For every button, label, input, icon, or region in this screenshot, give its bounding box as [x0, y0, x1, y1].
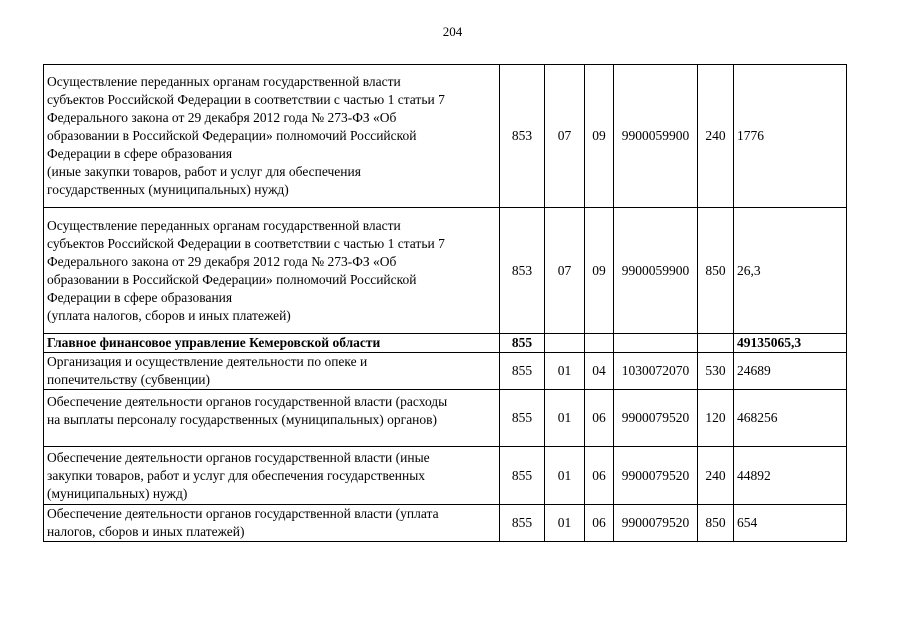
- target-article-code: 9900079520: [614, 447, 698, 505]
- row-description: Осуществление переданных органам государственной власти субъектов Российской Федерации в соответствии с частью 1 статьи 7 Федерального закона от 29 декабря 2012 года № 273-ФЗ «Об образовании в Российской Федерации» полномочий Российской Федерации в сфере образования (уплата налогов, сборов и иных платежей): [44, 208, 500, 334]
- ministry-code: 855: [500, 334, 545, 353]
- ministry-code: 855: [500, 390, 545, 447]
- ministry-code: 853: [500, 65, 545, 208]
- amount-value: 654: [734, 505, 847, 542]
- section-code: 07: [545, 65, 585, 208]
- subsection-code: 09: [585, 65, 614, 208]
- expense-type-code: [698, 334, 734, 353]
- amount-value: 44892: [734, 447, 847, 505]
- ministry-code: 853: [500, 208, 545, 334]
- table-row: [44, 447, 847, 505]
- amount-value: 26,3: [734, 208, 847, 334]
- ministry-code: 855: [500, 353, 545, 390]
- subsection-code: 06: [585, 505, 614, 542]
- row-description: Организация и осуществление деятельности по опеке и попечительству (субвенции): [44, 353, 500, 390]
- expense-type-code: 120: [698, 390, 734, 447]
- row-description: Обеспечение деятельности органов государственной власти (иные закупки товаров, работ и услуг для обеспечения государственных (муниципальных) нужд): [44, 447, 500, 505]
- ministry-code: 855: [500, 505, 545, 542]
- budget-table: [43, 64, 847, 542]
- target-article-code: 9900079520: [614, 505, 698, 542]
- subsection-code: 09: [585, 208, 614, 334]
- section-code: 01: [545, 353, 585, 390]
- ministry-code: 855: [500, 447, 545, 505]
- row-description: Осуществление переданных органам государственной власти субъектов Российской Федерации в соответствии с частью 1 статьи 7 Федерального закона от 29 декабря 2012 года № 273-ФЗ «Об образовании в Российской Федерации» полномочий Российской Федерации в сфере образования (иные закупки товаров, работ и услуг для обеспечения государственных (муниципальных) нужд): [44, 65, 500, 208]
- row-description: Обеспечение деятельности органов государственной власти (расходы на выплаты персоналу государственных (муниципальных) органов): [44, 390, 500, 447]
- table-row: [44, 353, 847, 390]
- subsection-code: [585, 334, 614, 353]
- amount-value: 1776: [734, 65, 847, 208]
- target-article-code: 9900059900: [614, 208, 698, 334]
- row-description: Главное финансовое управление Кемеровской области: [44, 334, 500, 353]
- amount-value: 24689: [734, 353, 847, 390]
- table-row: [44, 505, 847, 542]
- section-code: 01: [545, 447, 585, 505]
- target-article-code: 1030072070: [614, 353, 698, 390]
- page-number: 204: [442, 24, 463, 39]
- amount-value: 49135065,3: [734, 334, 847, 353]
- subsection-code: 04: [585, 353, 614, 390]
- expense-type-code: 850: [698, 505, 734, 542]
- expense-type-code: 850: [698, 208, 734, 334]
- subsection-code: 06: [585, 447, 614, 505]
- table-row: [44, 390, 847, 447]
- table-row: [44, 65, 847, 208]
- subsection-code: 06: [585, 390, 614, 447]
- target-article-code: 9900059900: [614, 65, 698, 208]
- target-article-code: 9900079520: [614, 390, 698, 447]
- expense-type-code: 530: [698, 353, 734, 390]
- expense-type-code: 240: [698, 447, 734, 505]
- amount-value: 468256: [734, 390, 847, 447]
- section-code: 07: [545, 208, 585, 334]
- row-description: Обеспечение деятельности органов государственной власти (уплата налогов, сборов и иных платежей): [44, 505, 500, 542]
- table-row: [44, 208, 847, 334]
- table-row-department-total: [44, 334, 847, 353]
- section-code: 01: [545, 390, 585, 447]
- target-article-code: [614, 334, 698, 353]
- section-code: [545, 334, 585, 353]
- expense-type-code: 240: [698, 65, 734, 208]
- section-code: 01: [545, 505, 585, 542]
